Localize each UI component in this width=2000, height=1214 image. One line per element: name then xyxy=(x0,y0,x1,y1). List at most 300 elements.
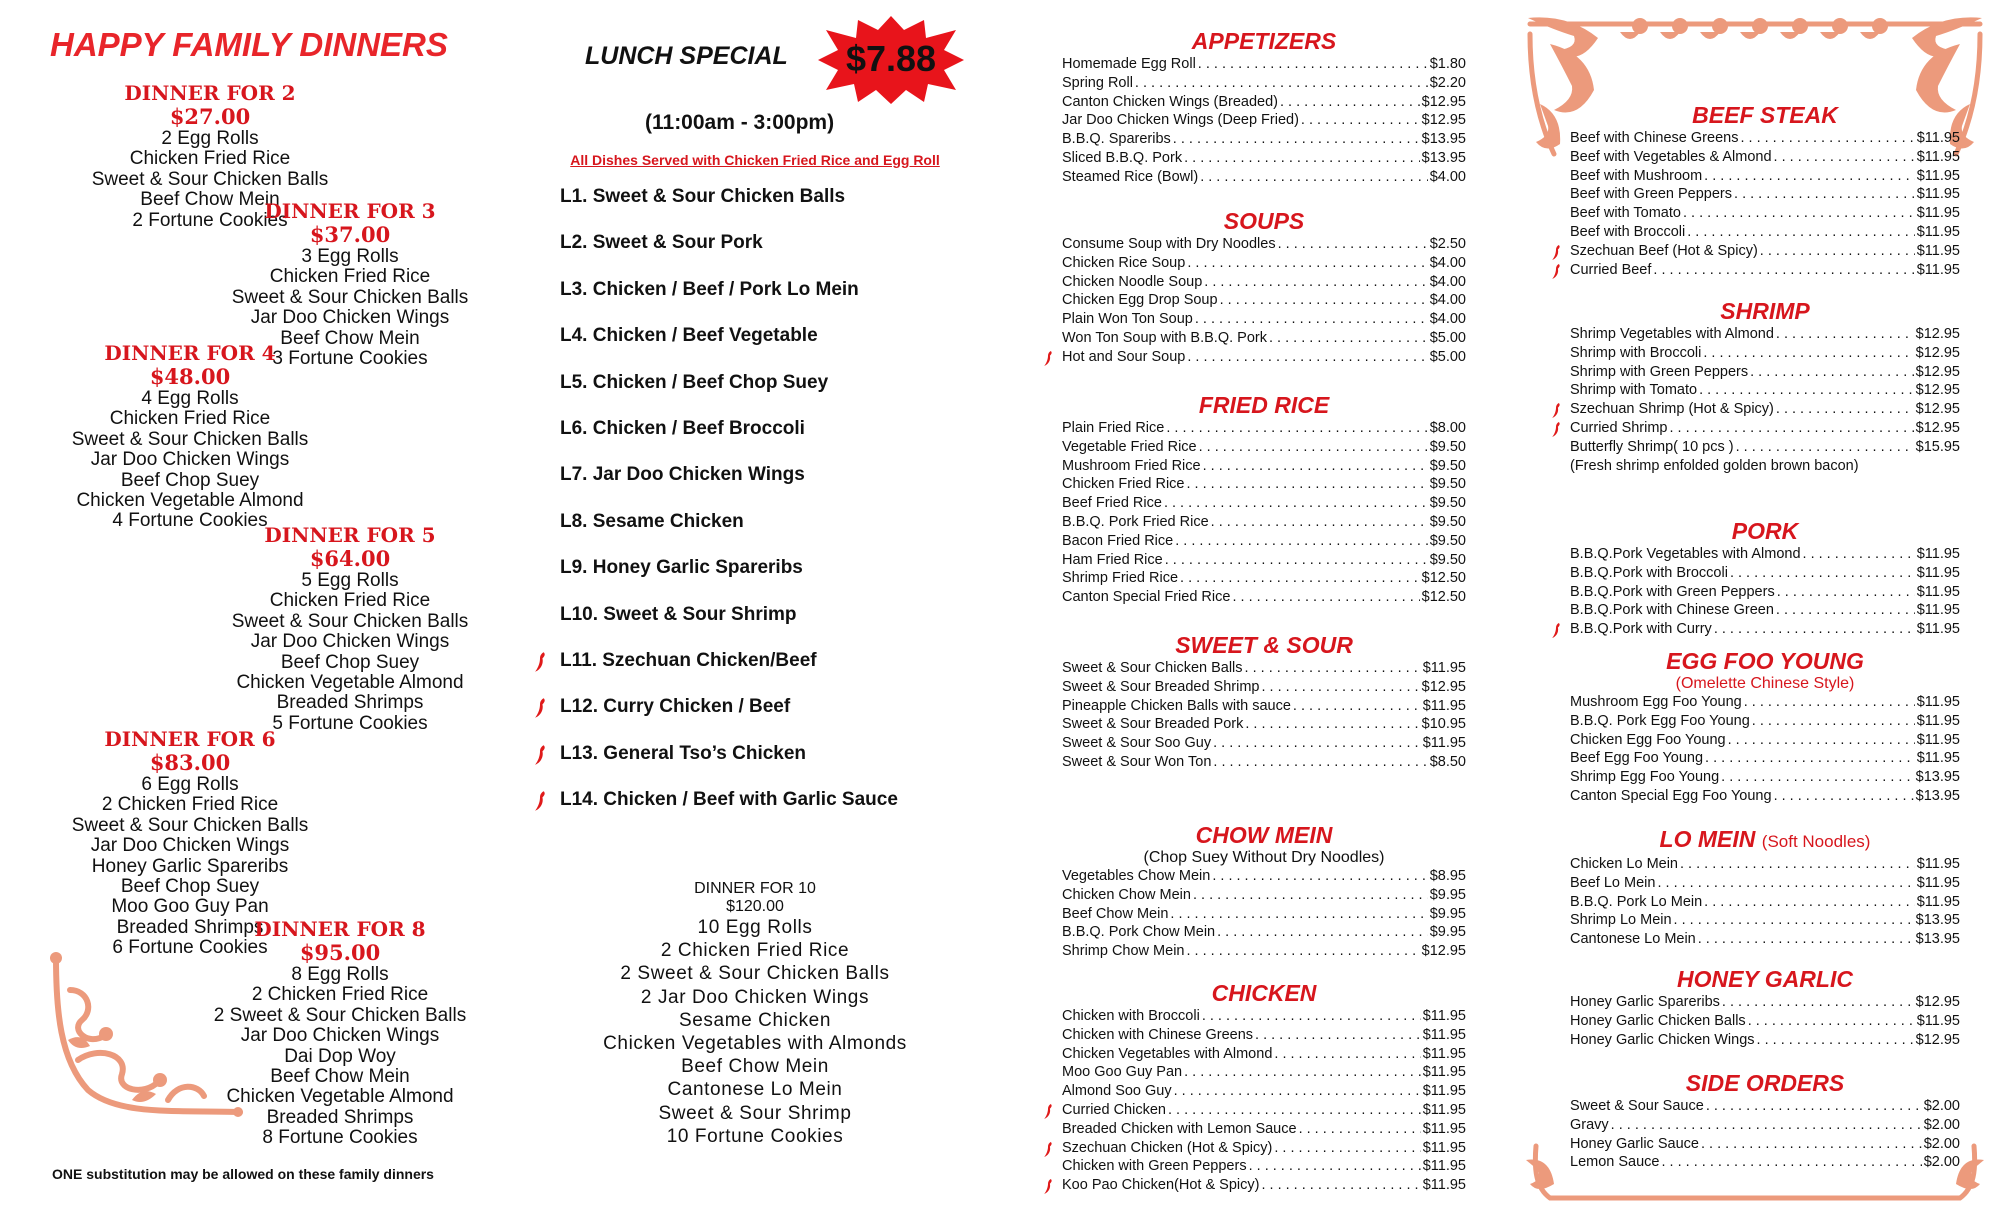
menu-item-price: $9.50 xyxy=(1429,513,1466,530)
leader-dots xyxy=(1706,1097,1922,1116)
menu-item-price: $2.00 xyxy=(1923,1154,1960,1171)
menu-item-price: $10.95 xyxy=(1421,716,1466,733)
leader-dots xyxy=(1217,923,1428,942)
menu-item-price: $12.95 xyxy=(1421,678,1466,695)
menu-item-price: $11.95 xyxy=(1422,735,1466,752)
lunch-item-label: L2. Sweet & Sour Pork xyxy=(560,232,763,254)
menu-item xyxy=(1570,344,1960,363)
menu-item-name: Sliced B.B.Q. Pork xyxy=(1062,149,1183,166)
menu-item-name: Chicken Noodle Soup xyxy=(1062,273,1203,290)
menu-item xyxy=(1062,1082,1466,1101)
menu-item xyxy=(1062,93,1466,112)
dinner-item: Beef Chop Suey xyxy=(280,651,420,673)
menu-item-price: $11.95 xyxy=(1422,1120,1466,1137)
menu-item xyxy=(1062,1120,1466,1139)
menu-item-name: Chicken with Green Peppers xyxy=(1062,1158,1247,1175)
dinner-item: 2 Sweet & Sour Chicken Balls xyxy=(213,1004,467,1026)
menu-item xyxy=(1062,130,1466,149)
section-heading xyxy=(1062,28,1466,55)
menu-item-name: Cantonese Lo Mein xyxy=(1570,931,1696,948)
section-heading xyxy=(1570,102,1960,129)
menu-item-price: $11.95 xyxy=(1422,1026,1466,1043)
menu-item-price: $11.95 xyxy=(1422,1158,1466,1175)
leader-dots xyxy=(1734,185,1915,204)
dinner-title: DINNER FOR 10 xyxy=(694,880,816,897)
lunch-item xyxy=(560,277,898,323)
menu-item xyxy=(1062,329,1466,348)
menu-item-price: $11.95 xyxy=(1422,1008,1466,1024)
dinner-item: 3 Fortune Cookies xyxy=(272,348,428,370)
menu-item-price: $11.95 xyxy=(1916,621,1960,638)
leader-dots xyxy=(1198,55,1428,74)
menu-item-price: $11.95 xyxy=(1916,750,1960,767)
menu-item xyxy=(1570,620,1960,639)
leader-dots xyxy=(1703,344,1913,363)
lunch-item-label: L3. Chicken / Beef / Pork Lo Mein xyxy=(560,278,859,300)
dinner-item: 5 Egg Rolls xyxy=(301,570,399,591)
leader-dots xyxy=(1680,855,1915,874)
menu-item-price: $11.95 xyxy=(1916,694,1960,710)
section-title: PORK xyxy=(1731,518,1799,544)
menu-item-price: $13.95 xyxy=(1915,931,1960,948)
menu-item-name: Szechuan Shrimp (Hot & Spicy) xyxy=(1570,401,1774,418)
dinner-item: 2 Egg Rolls xyxy=(161,128,259,149)
section-lo-mein xyxy=(1570,826,1960,949)
dinner-item: Chicken Fried Rice xyxy=(269,590,431,612)
lunch-item xyxy=(560,370,898,416)
family-dinners-title: HAPPY FAMILY DINNERS xyxy=(50,26,448,63)
leader-dots xyxy=(1180,569,1420,588)
leader-dots xyxy=(1698,930,1914,949)
lunch-item xyxy=(560,648,898,694)
menu-item-price: $12.50 xyxy=(1421,589,1466,606)
menu-item-price: $11.95 xyxy=(1916,148,1960,165)
leader-dots xyxy=(1293,697,1421,716)
menu-item-name: Honey Garlic Spareribs xyxy=(1570,994,1720,1010)
dinner-price: $120.00 xyxy=(726,898,784,915)
menu-item-name: B.B.Q. Pork Chow Mein xyxy=(1062,924,1216,941)
menu-item-price: $11.95 xyxy=(1916,893,1960,910)
menu-item-price: $11.95 xyxy=(1916,856,1960,872)
menu-item-name: B.B.Q. Pork Fried Rice xyxy=(1062,513,1209,530)
menu-item-name: B.B.Q. Pork Lo Mein xyxy=(1570,893,1703,910)
leader-dots xyxy=(1168,1101,1421,1120)
leader-dots xyxy=(1705,749,1915,768)
menu-item-price: $12.95 xyxy=(1421,93,1466,110)
leader-dots xyxy=(1280,93,1420,112)
lunch-item xyxy=(560,787,898,833)
lunch-item-label: L13. General Tso’s Chicken xyxy=(560,742,807,764)
menu-item-price: $11.95 xyxy=(1422,1177,1466,1194)
menu-item-price: $8.50 xyxy=(1429,753,1466,770)
menu-item-name: Sweet & Sour Won Ton xyxy=(1062,753,1212,770)
dinner-item: 10 Fortune Cookies xyxy=(666,1125,844,1147)
menu-item xyxy=(1570,1012,1960,1031)
leader-dots xyxy=(1611,1116,1922,1135)
section-title: APPETIZERS xyxy=(1191,28,1337,54)
leader-dots xyxy=(1164,494,1428,513)
dinner-title: DINNER FOR 8 xyxy=(254,917,426,941)
menu-item xyxy=(1062,74,1466,93)
menu-item-price: $11.95 xyxy=(1422,1064,1466,1081)
section-sweet-sour xyxy=(1062,632,1466,772)
leader-dots xyxy=(1776,325,1914,344)
chili-pepper-icon xyxy=(1042,350,1054,367)
menu-item xyxy=(1570,768,1960,787)
menu-item-price: $11.95 xyxy=(1916,167,1960,184)
chili-pepper-icon xyxy=(532,651,548,673)
menu-item-name: Chicken Egg Foo Young xyxy=(1570,731,1726,748)
menu-item-name: Plain Fried Rice xyxy=(1062,420,1165,436)
section-title: FRIED RICE xyxy=(1198,392,1330,418)
menu-item-name: Curried Shrimp xyxy=(1570,419,1668,436)
dinner-title: DINNER FOR 4 xyxy=(104,341,276,365)
menu-item xyxy=(1570,930,1960,949)
menu-item-price: $11.95 xyxy=(1422,1101,1466,1118)
menu-item-name: Jar Doo Chicken Wings (Deep Fried) xyxy=(1062,112,1299,129)
menu-item-name: B.B.Q.Pork with Broccoli xyxy=(1570,564,1728,581)
chili-pepper-icon xyxy=(532,744,548,766)
menu-item xyxy=(1062,697,1466,716)
menu-list xyxy=(1570,693,1960,806)
leader-dots xyxy=(1687,223,1914,242)
menu-item xyxy=(1062,569,1466,588)
menu-item-price: $11.95 xyxy=(1916,712,1960,729)
menu-list xyxy=(1062,419,1466,607)
menu-item xyxy=(1570,545,1960,564)
menu-item-name: Hot and Sour Soup xyxy=(1062,348,1186,365)
leader-dots xyxy=(1269,329,1428,348)
section-title: SWEET & SOUR xyxy=(1175,632,1353,658)
lunch-item-label: L9. Honey Garlic Spareribs xyxy=(560,557,803,579)
dinner-item: Chicken Fried Rice xyxy=(269,266,431,288)
lunch-item-label: L14. Chicken / Beef with Garlic Sauce xyxy=(560,789,898,811)
menu-item-price: $11.95 xyxy=(1422,1139,1466,1156)
dinner-item: Sesame Chicken xyxy=(678,1009,832,1031)
section-shrimp xyxy=(1570,298,1960,475)
leader-dots xyxy=(1740,129,1914,148)
menu-item-name: Shrimp with Tomato xyxy=(1570,382,1698,399)
dinner-item: Honey Garlic Spareribs xyxy=(91,855,289,877)
menu-item-price: $11.95 xyxy=(1916,130,1960,146)
menu-item xyxy=(1570,855,1960,874)
menu-item-price: $9.95 xyxy=(1429,924,1466,941)
menu-item-name: Chicken Egg Drop Soup xyxy=(1062,292,1218,309)
menu-item xyxy=(1570,242,1960,261)
menu-item xyxy=(1062,168,1466,187)
dinner-item: Moo Goo Guy Pan xyxy=(111,896,269,918)
menu-item-name: Won Ton Soup with B.B.Q. Pork xyxy=(1062,329,1267,346)
leader-dots xyxy=(1776,400,1914,419)
leader-dots xyxy=(1274,1139,1420,1158)
menu-item-name: Vegetable Fried Rice xyxy=(1062,438,1197,455)
menu-item-name: Ham Fried Rice xyxy=(1062,551,1163,568)
menu-item-name: Moo Goo Guy Pan xyxy=(1062,1064,1183,1081)
leader-dots xyxy=(1748,1012,1915,1031)
menu-item-name: Koo Pao Chicken(Hot & Spicy) xyxy=(1062,1177,1260,1194)
leader-dots xyxy=(1184,1063,1421,1082)
section-fried-rice xyxy=(1062,392,1466,607)
menu-item-name: Shrimp Egg Foo Young xyxy=(1570,769,1720,786)
leader-dots xyxy=(1299,1120,1421,1139)
leader-dots xyxy=(1212,867,1427,886)
dinner-title: DINNER FOR 2 xyxy=(124,81,296,105)
menu-item xyxy=(1062,734,1466,753)
leader-dots xyxy=(1213,753,1427,772)
menu-item-name: Szechuan Chicken (Hot & Spicy) xyxy=(1062,1139,1273,1156)
leader-dots xyxy=(1278,235,1428,254)
lunch-item-label: L1. Sweet & Sour Chicken Balls xyxy=(560,186,846,207)
section-title: LO MEIN xyxy=(1659,826,1756,852)
leader-dots xyxy=(1187,942,1420,961)
menu-item xyxy=(1062,886,1466,905)
menu-item xyxy=(1570,363,1960,382)
menu-item-name: Chicken Fried Rice xyxy=(1062,476,1185,493)
dinner-item: 8 Fortune Cookies xyxy=(262,1127,418,1149)
leader-dots xyxy=(1202,1007,1421,1026)
menu-item-name: Canton Chicken Wings (Breaded) xyxy=(1062,93,1278,110)
menu-item-price: $9.95 xyxy=(1429,905,1466,922)
leader-dots xyxy=(1721,768,1914,787)
bottom-ornament-icon xyxy=(1520,1140,1990,1206)
menu-item-price: $12.95 xyxy=(1915,363,1960,380)
menu-item xyxy=(1062,55,1466,74)
chili-pepper-icon xyxy=(1550,421,1562,438)
chili-pepper-icon xyxy=(532,790,548,812)
menu-item-name: Honey Garlic Chicken Balls xyxy=(1570,1012,1746,1029)
lunch-item xyxy=(560,555,898,601)
menu-item-name: Plain Won Ton Soup xyxy=(1062,311,1193,328)
lunch-item xyxy=(560,184,898,230)
menu-item xyxy=(1062,254,1466,273)
section-pork xyxy=(1570,518,1960,639)
dinner-item: Beef Chow Mein xyxy=(140,189,280,211)
menu-list xyxy=(1062,659,1466,772)
section-title: SOUPS xyxy=(1223,208,1305,234)
menu-item xyxy=(1570,400,1960,419)
menu-item-price: $9.50 xyxy=(1429,532,1466,549)
menu-item-name: B.B.Q.Pork Vegetables with Almond xyxy=(1570,546,1801,562)
menu-item xyxy=(1062,753,1466,772)
menu-item xyxy=(1570,148,1960,167)
menu-item-name: Homemade Egg Roll xyxy=(1062,56,1196,72)
chili-pepper-icon xyxy=(1042,1103,1054,1120)
section-title: CHICKEN xyxy=(1211,980,1317,1006)
dinner-item: Beef Chop Suey xyxy=(120,876,260,898)
lunch-item-label: L8. Sesame Chicken xyxy=(560,510,744,532)
menu-item-price: $4.00 xyxy=(1429,292,1466,309)
dinner-item: 2 Fortune Cookies xyxy=(132,209,288,231)
dinner-item: 4 Fortune Cookies xyxy=(112,510,268,532)
menu-item xyxy=(1570,787,1960,806)
section-chow-mein xyxy=(1062,822,1466,961)
menu-item-price: $5.00 xyxy=(1429,348,1466,365)
dinner-item: Sweet & Sour Chicken Balls xyxy=(71,814,309,836)
menu-item xyxy=(1062,1101,1466,1120)
leader-dots xyxy=(1245,659,1421,678)
menu-item xyxy=(1570,993,1960,1012)
menu-item-name: Canton Special Fried Rice xyxy=(1062,589,1231,606)
leader-dots xyxy=(1135,74,1428,93)
lunch-item-label: L11. Szechuan Chicken/Beef xyxy=(560,649,817,671)
dinner-item: Beef Chow Mein xyxy=(280,327,420,349)
leader-dots xyxy=(1193,886,1428,905)
menu-item-price: $11.95 xyxy=(1916,602,1960,619)
leader-dots xyxy=(1776,601,1915,620)
dinner-item: 4 Egg Rolls xyxy=(141,388,239,409)
menu-item xyxy=(1570,129,1960,148)
menu-item-price: $9.50 xyxy=(1429,551,1466,568)
menu-item-name: Sweet & Sour Breaded Pork xyxy=(1062,716,1244,733)
menu-item-price: $5.00 xyxy=(1429,329,1466,346)
dinner-item: Sweet & Sour Chicken Balls xyxy=(231,610,469,632)
dinner-title: DINNER FOR 3 xyxy=(264,199,436,223)
menu-item xyxy=(1062,1026,1466,1045)
menu-item-price: $11.95 xyxy=(1916,223,1960,240)
leader-dots xyxy=(1174,1082,1421,1101)
section-heading xyxy=(1570,1070,1960,1097)
corner-ornament-icon xyxy=(48,950,248,1118)
menu-item xyxy=(1062,1139,1466,1158)
menu-item-price: $11.95 xyxy=(1422,660,1466,676)
leader-dots xyxy=(1200,168,1428,187)
leader-dots xyxy=(1728,731,1915,750)
dinner-for-5 xyxy=(210,524,490,734)
menu-item xyxy=(1570,731,1960,750)
leader-dots xyxy=(1204,273,1427,292)
menu-item xyxy=(1570,419,1960,438)
lunch-item xyxy=(560,416,898,462)
section-heading xyxy=(1062,632,1466,659)
menu-item-price: $9.50 xyxy=(1429,495,1466,512)
lunch-item xyxy=(560,509,898,555)
menu-item xyxy=(1570,564,1960,583)
leader-dots xyxy=(1184,149,1420,168)
leader-dots xyxy=(1187,254,1427,273)
menu-item xyxy=(1062,532,1466,551)
menu-item xyxy=(1570,874,1960,893)
menu-item-name: Canton Special Egg Foo Young xyxy=(1570,787,1772,804)
leader-dots xyxy=(1165,551,1428,570)
menu-item-price: $9.50 xyxy=(1429,476,1466,493)
dinner-item: 3 Egg Rolls xyxy=(301,246,399,267)
menu-item xyxy=(1570,1116,1960,1135)
section-heading xyxy=(1062,822,1466,849)
dinner-item: 6 Fortune Cookies xyxy=(112,937,268,959)
menu-item xyxy=(1570,204,1960,223)
section-heading xyxy=(1570,648,1960,675)
menu-item-price: $11.95 xyxy=(1916,1012,1960,1029)
menu-item-name: Shrimp Chow Mein xyxy=(1062,943,1185,960)
leader-dots xyxy=(1699,381,1914,400)
menu-item xyxy=(1570,261,1960,280)
menu-item xyxy=(1062,1063,1466,1082)
menu-item xyxy=(1062,659,1466,678)
menu-item xyxy=(1570,601,1960,620)
menu-item-price: $12.95 xyxy=(1915,994,1960,1010)
leader-dots xyxy=(1803,545,1915,564)
menu-item-name: Mushroom Fried Rice xyxy=(1062,457,1201,474)
menu-item-name: Chicken with Chinese Greens xyxy=(1062,1026,1254,1043)
menu-item xyxy=(1062,923,1466,942)
menu-item-name: Beef with Tomato xyxy=(1570,205,1681,222)
dinner-item: Dai Dop Woy xyxy=(284,1045,396,1067)
dinner-item: 6 Egg Rolls xyxy=(141,774,239,795)
menu-item-price: $9.50 xyxy=(1429,438,1466,455)
menu-item-name: Beef with Chinese Greens xyxy=(1570,130,1739,146)
section-heading xyxy=(1062,208,1466,235)
menu-item-name: Shrimp Lo Mein xyxy=(1570,912,1672,929)
menu-item-name: Beef with Vegetables & Almond xyxy=(1570,148,1772,165)
menu-item-name: Butterfly Shrimp( 10 pcs ) xyxy=(1570,438,1734,455)
leader-dots xyxy=(1199,438,1428,457)
lunch-item-label: L5. Chicken / Beef Chop Suey xyxy=(560,371,829,393)
menu-item xyxy=(1570,893,1960,912)
menu-item-name: Gravy xyxy=(1570,1116,1609,1133)
dinner-item: Jar Doo Chicken Wings xyxy=(240,1025,440,1047)
menu-item-price: $12.95 xyxy=(1421,943,1466,960)
menu-item xyxy=(1570,712,1960,731)
menu-item xyxy=(1570,1031,1960,1050)
lunch-item xyxy=(560,602,898,648)
dinner-item: Breaded Shrimps xyxy=(276,692,424,714)
lunch-hours: (11:00am - 3:00pm) xyxy=(645,111,835,134)
menu-item xyxy=(1062,715,1466,734)
chili-pepper-icon xyxy=(1550,622,1562,639)
menu-item xyxy=(1062,291,1466,310)
menu-list xyxy=(1570,129,1960,279)
menu-item-name: Shrimp Vegetables with Almond xyxy=(1570,326,1774,342)
section-title: SIDE ORDERS xyxy=(1685,1070,1845,1096)
dinner-item: Beef Chop Suey xyxy=(120,469,260,491)
menu-item xyxy=(1570,167,1960,186)
menu-item xyxy=(1570,438,1960,457)
lunch-item-label: L10. Sweet & Sour Shrimp xyxy=(560,603,797,625)
section-heading xyxy=(1570,826,1960,855)
menu-item-name: Curried Chicken xyxy=(1062,1101,1166,1118)
menu-item-name: B.B.Q.Pork with Curry xyxy=(1570,621,1712,638)
leader-dots xyxy=(1255,1026,1421,1045)
menu-item-price: $12.95 xyxy=(1915,326,1960,342)
dinner-item: Breaded Shrimps xyxy=(116,916,264,938)
menu-item xyxy=(1062,457,1466,476)
menu-item-name: Breaded Chicken with Lemon Sauce xyxy=(1062,1120,1297,1137)
lunch-item-label: L4. Chicken / Beef Vegetable xyxy=(560,325,818,347)
menu-item-price: $11.95 xyxy=(1916,242,1960,259)
menu-item xyxy=(1062,494,1466,513)
dinner-item: Jar Doo Chicken Wings xyxy=(250,631,450,653)
chili-pepper-icon xyxy=(1550,244,1562,261)
dinner-item: 2 Sweet & Sour Chicken Balls xyxy=(620,963,890,985)
leader-dots xyxy=(1774,148,1915,167)
dinner-item: Breaded Shrimps xyxy=(266,1106,414,1128)
menu-list xyxy=(1570,993,1960,1049)
dinner-item: Chicken Vegetable Almond xyxy=(76,490,304,512)
menu-item-name: Curried Beef xyxy=(1570,261,1652,278)
menu-item-price: $4.00 xyxy=(1429,168,1466,185)
lunch-list xyxy=(560,184,898,833)
menu-item xyxy=(1062,942,1466,961)
dinner-item: Beef Chow Mein xyxy=(270,1066,410,1088)
dinner-item: 5 Fortune Cookies xyxy=(272,712,428,734)
menu-item xyxy=(1062,513,1466,532)
lunch-item xyxy=(560,694,898,740)
menu-item-name: Chicken Rice Soup xyxy=(1062,254,1186,271)
leader-dots xyxy=(1187,348,1427,367)
dinner-item: Sweet & Sour Chicken Balls xyxy=(231,286,469,308)
dinner-for-10 xyxy=(530,880,980,1148)
dinner-item: Jar Doo Chicken Wings xyxy=(90,449,290,471)
